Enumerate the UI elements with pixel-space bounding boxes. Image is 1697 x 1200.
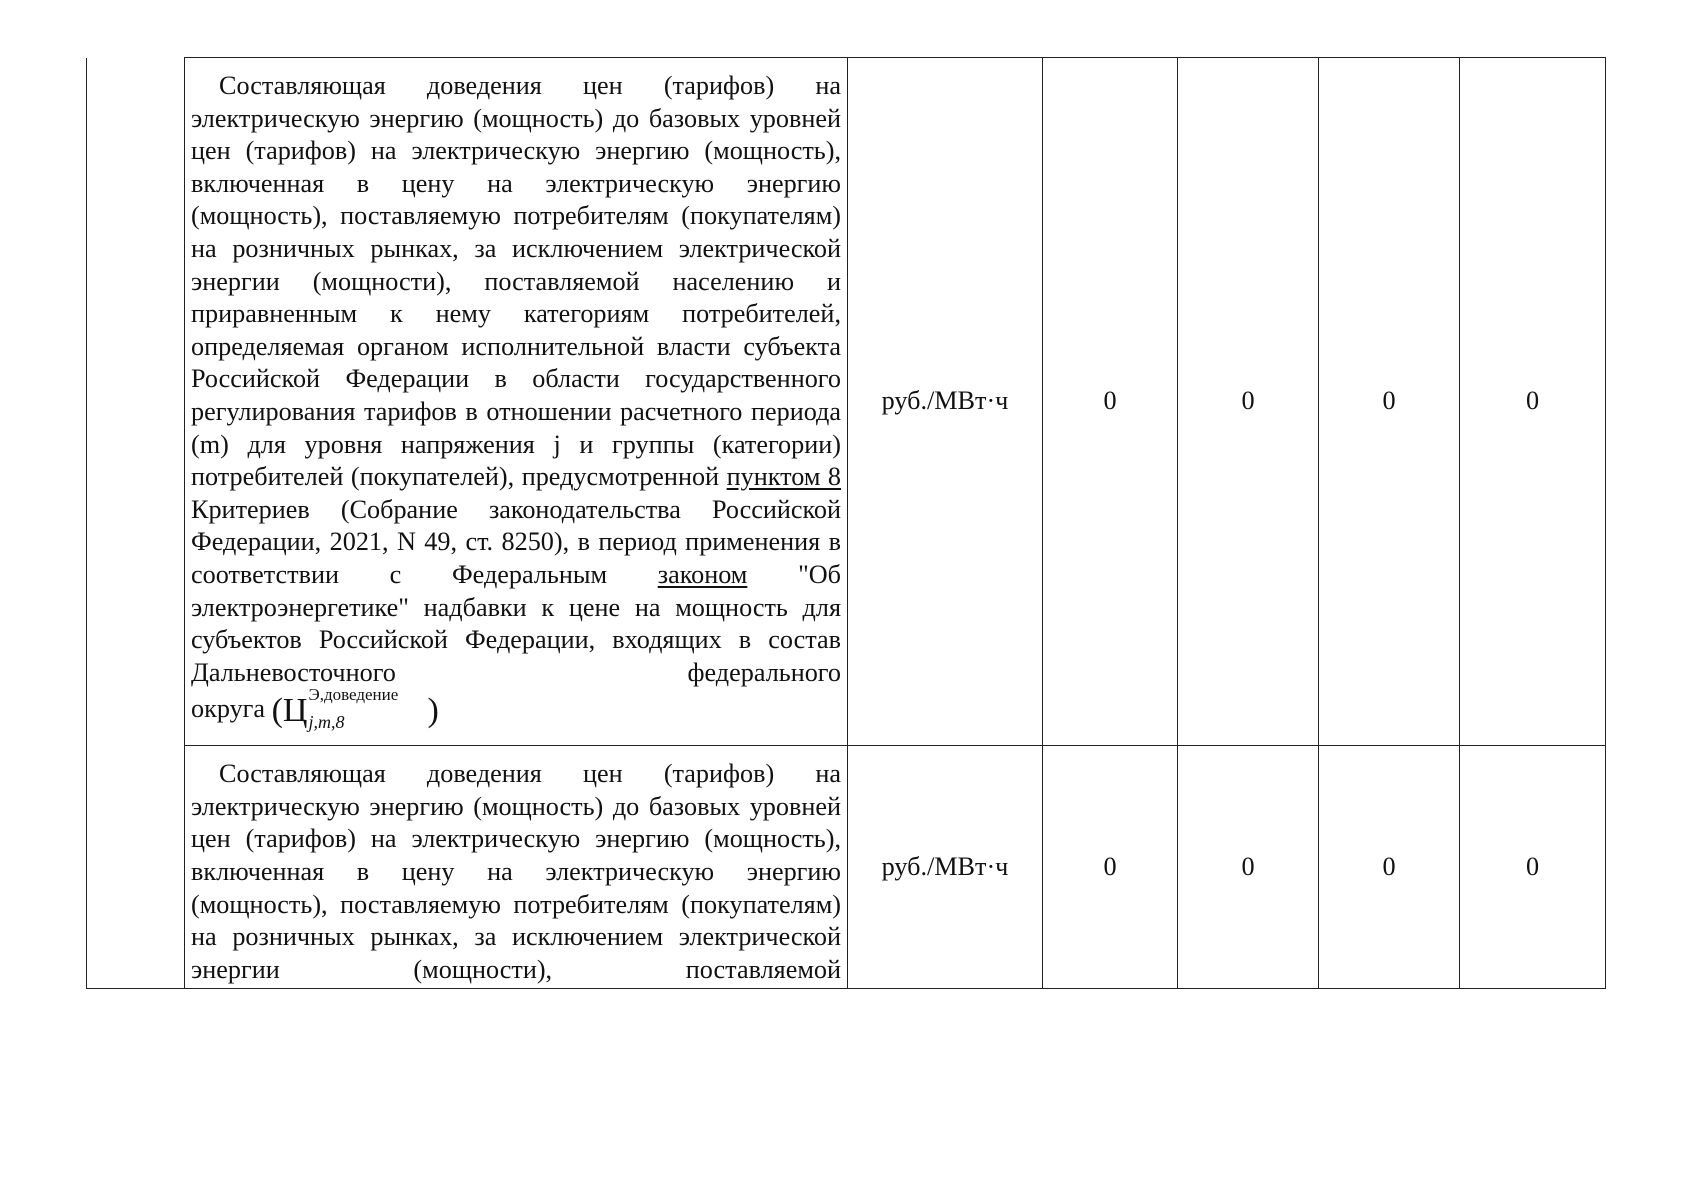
description-paragraph: Составляющая доведения цен (тарифов) на электрическую энергию (мощность) до базовых уровней цен (тарифов) на электрическую энергию (мощность), включенная в цену на электрическую энергию (мощность), поставляемую потребителям (покупателям) на розничных рынках, за исключением электрической энергии (мощности), поставляемой <box>191 759 841 984</box>
link-point-8[interactable]: пунктом 8 <box>726 462 842 492</box>
tariff-table <box>86 57 1606 989</box>
link-law[interactable]: законом <box>657 559 748 589</box>
value-cell: 0 <box>1319 746 1460 989</box>
value-cell: 0 <box>1043 746 1178 989</box>
description-cell <box>185 58 848 746</box>
value-cell: 0 <box>1460 58 1606 746</box>
value-cell: 0 <box>1043 58 1178 746</box>
row-number-cell <box>87 58 185 989</box>
formula-superscript: Э,доведение <box>308 685 399 705</box>
formula-subscript: j,m,8 <box>308 712 345 733</box>
value-cell: 0 <box>1178 58 1319 746</box>
price-formula: (Ц Э,доведение j,m,8 ) <box>271 685 439 733</box>
description-tail: округа (Ц Э,доведение j,m,8 ) <box>191 685 439 733</box>
table-row <box>87 746 1606 989</box>
unit-cell: руб./МВт·ч <box>848 746 1043 989</box>
description-paragraph: Составляющая доведения цен (тарифов) на электрическую энергию (мощность) до базовых уровней цен (тарифов) на электрическую энергию (мощность), включенная в цену на электрическую энергию (мощность), поставляемую потребителям (покупателям) на розничных рынках, за исключением электрической энергии (мощности), поставляемой населению и приравненным к нему категориям потребителей, определяемая органом исполнительной власти субъекта Российской Федерации в области государственного регулирования тарифов в отношении расчетного периода (m) для уровня напряжения j и группы (категории) потребителей (покупателей), предусмотренной пунктом 8 Критериев (Собрание законодательства Российской Федерации, 2021, N 49, ст. 8250), в период применения в соответствии с Федеральным законом "Об электроэнергетике" надбавки к цене на мощность для субъектов Российской Федерации, входящих в состав Дальневосточного федерального <box>191 71 842 687</box>
table-row <box>87 58 1606 746</box>
formula-symbol: Ц <box>282 692 308 730</box>
value-cell: 0 <box>1178 746 1319 989</box>
value-cell: 0 <box>1460 746 1606 989</box>
value-cell: 0 <box>1319 58 1460 746</box>
unit-cell: руб./МВт·ч <box>848 58 1043 746</box>
description-cell <box>185 746 848 989</box>
